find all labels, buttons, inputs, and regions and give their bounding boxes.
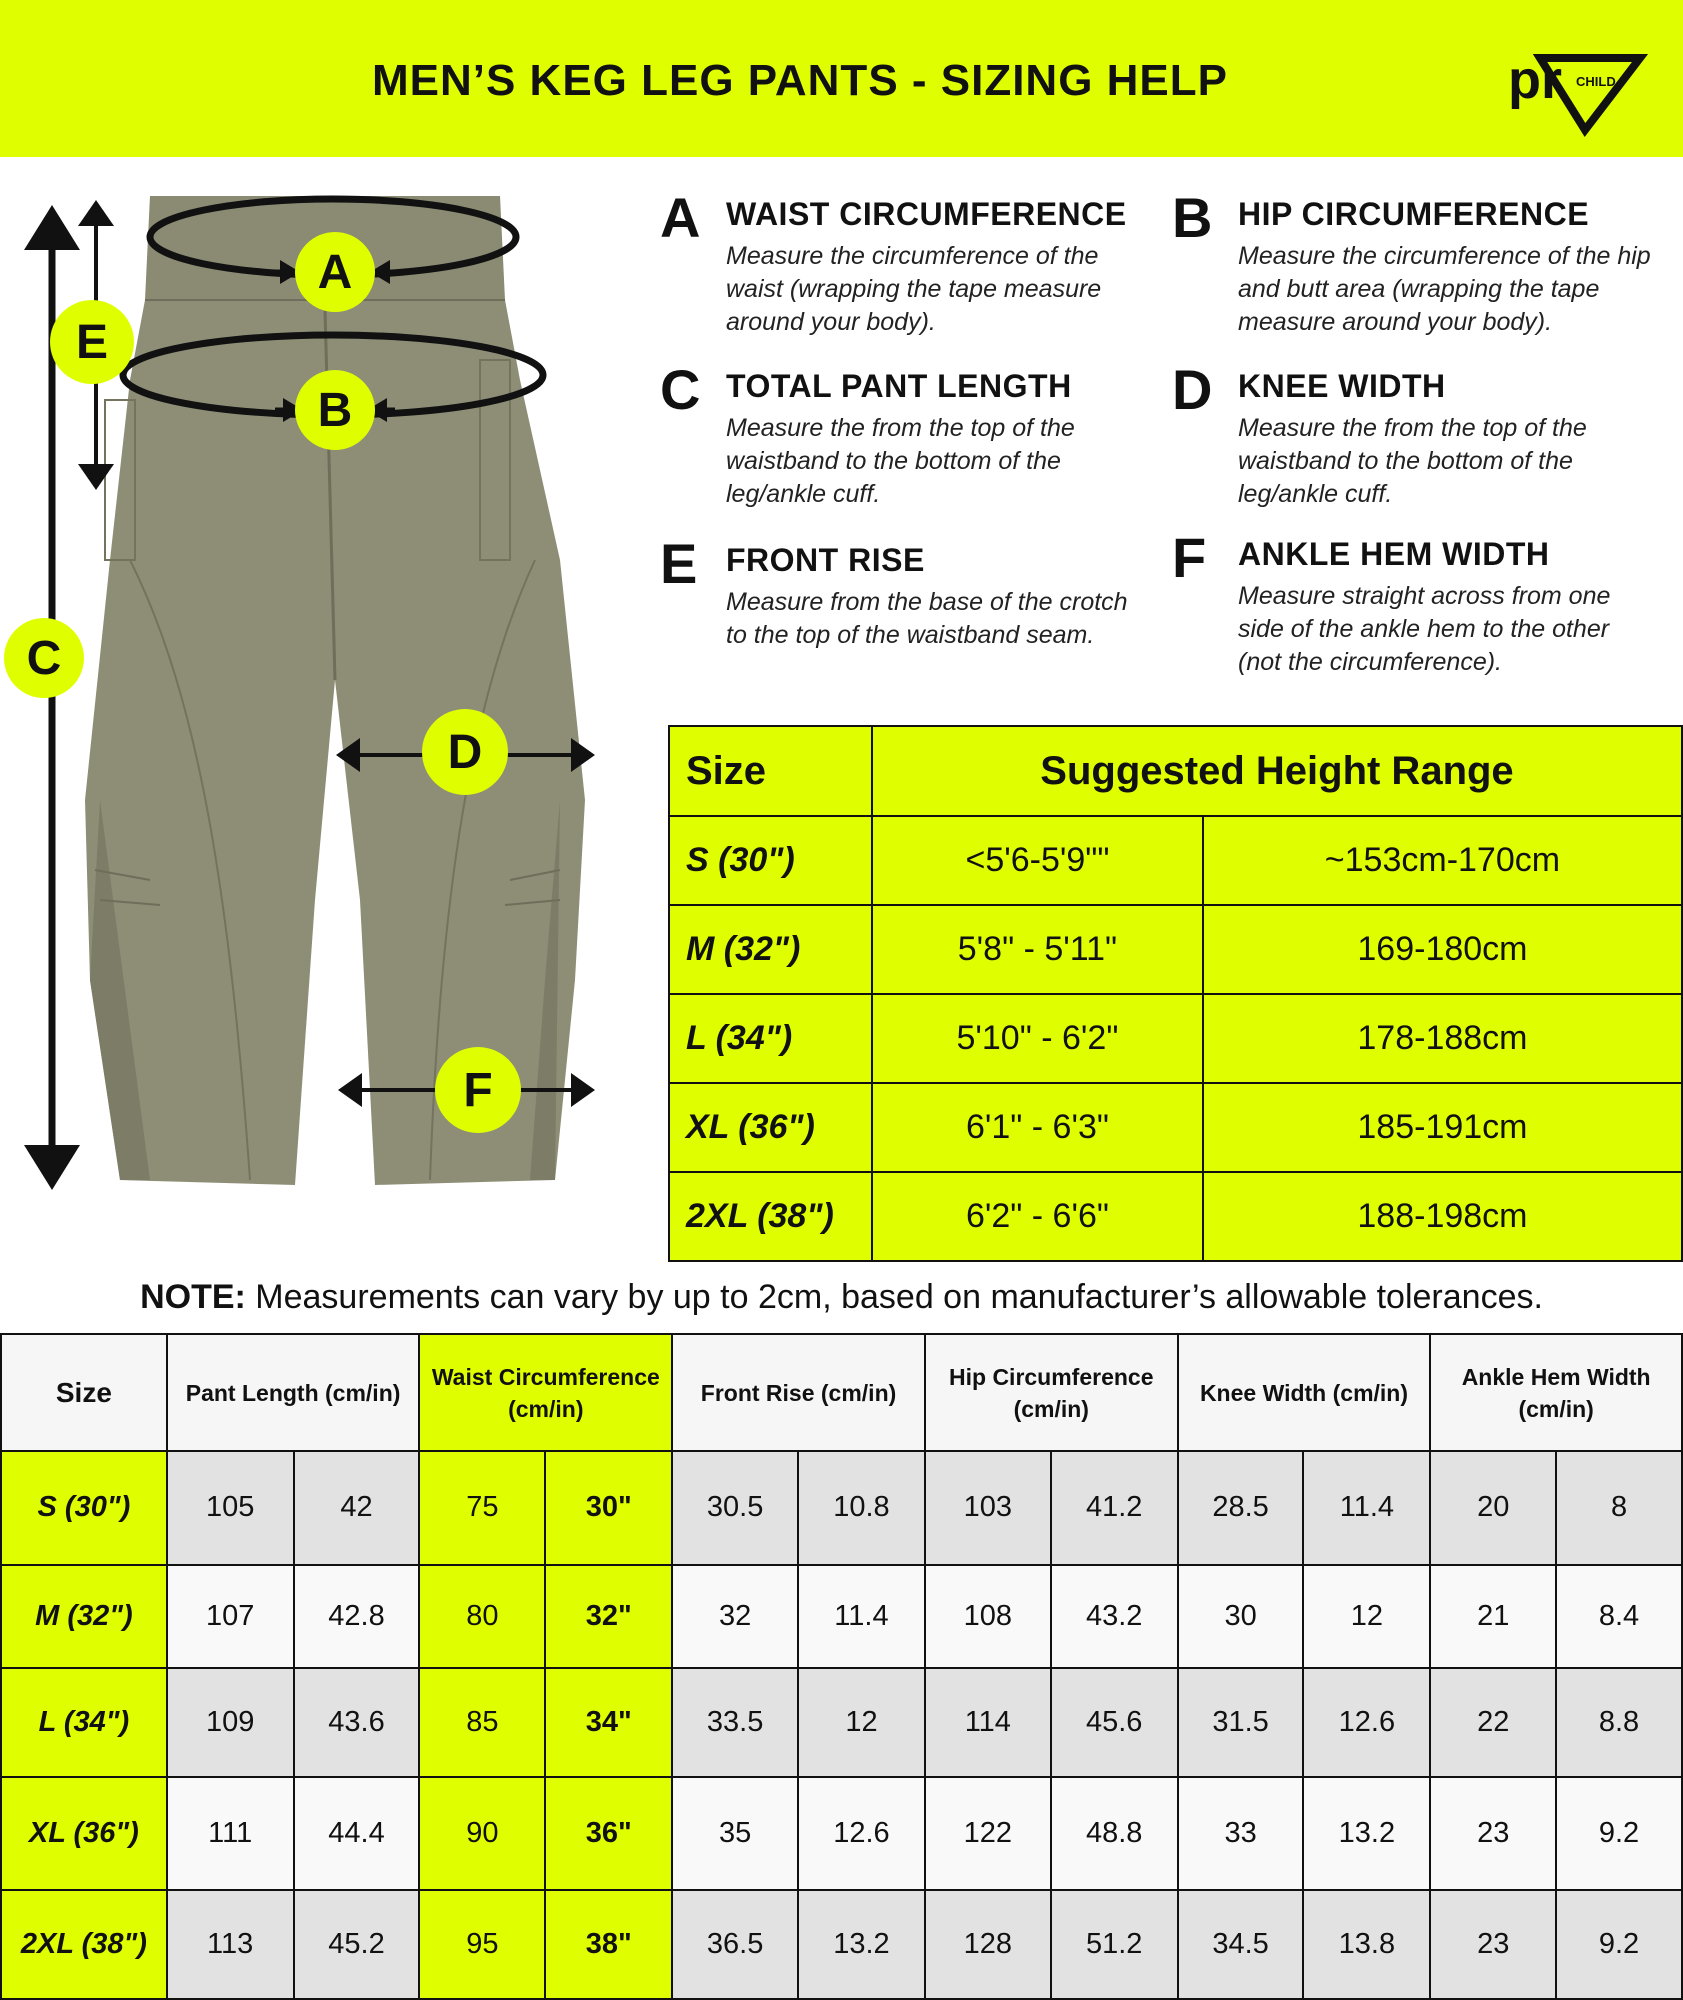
definition-desc: Measure from the base of the crotch to the top of the waistband seam. — [726, 588, 1128, 649]
height-imperial: 6'2" - 6'6" — [872, 1172, 1203, 1261]
size-cell: M (32") — [1, 1565, 167, 1668]
marker-b — [295, 370, 375, 450]
height-metric: 169-180cm — [1203, 905, 1682, 994]
ankle-in: 9.2 — [1556, 1777, 1682, 1891]
size-cell: M (32") — [669, 905, 872, 994]
header-knee: Knee Width (cm/in) — [1178, 1334, 1431, 1451]
header-ankle: Ankle Hem Width (cm/in) — [1430, 1334, 1682, 1451]
hip-in: 51.2 — [1051, 1890, 1178, 1999]
table-row — [1, 1668, 1682, 1777]
header-size: Size — [1, 1334, 167, 1451]
svg-text:C: C — [26, 632, 62, 685]
definition-title: KNEE WIDTH — [1238, 368, 1446, 404]
size-cell: 2XL (38") — [1, 1890, 167, 1999]
size-cell: L (34") — [1, 1668, 167, 1777]
knee-in: 11.4 — [1303, 1451, 1430, 1565]
header-pant-length: Pant Length (cm/in) — [167, 1334, 420, 1451]
size-table-header — [1, 1334, 1682, 1451]
pant-length-cm: 107 — [167, 1565, 294, 1668]
definition-letter: F — [1172, 526, 1207, 589]
front-rise-cm: 30.5 — [672, 1451, 798, 1565]
definition-desc: Measure the from the top of the waistband to the bottom of the leg/ankle cuff. — [726, 414, 1075, 508]
pant-length-cm: 113 — [167, 1890, 294, 1999]
height-imperial: 5'8" - 5'11" — [872, 905, 1203, 994]
knee-cm: 28.5 — [1178, 1451, 1304, 1565]
svg-text:E: E — [75, 316, 109, 369]
ankle-cm: 20 — [1430, 1451, 1556, 1565]
hip-in: 41.2 — [1051, 1451, 1178, 1565]
logo-text: pr — [1508, 50, 1562, 110]
pant-length-in: 45.2 — [294, 1890, 420, 1999]
definition-desc: Measure the from the top of the waistband to the bottom of the leg/ankle cuff. — [1238, 414, 1587, 508]
pant-length-in: 44.4 — [294, 1777, 420, 1891]
definition-title: FRONT RISE — [726, 542, 925, 578]
definition-desc: Measure the circumference of the hip and butt area (wrapping the tape measure around your body). — [1238, 242, 1651, 336]
ankle-cm: 21 — [1430, 1565, 1556, 1668]
height-metric: ~153cm-170cm — [1203, 816, 1682, 905]
definition-desc: Measure the circumference of the waist (wrapping the tape measure around your body). — [726, 242, 1102, 336]
table-row — [1, 1451, 1682, 1565]
height-metric: 178-188cm — [1203, 994, 1682, 1083]
size-cell: S (30") — [1, 1451, 167, 1565]
front-rise-in: 12.6 — [798, 1777, 925, 1891]
marker-e — [50, 300, 134, 384]
height-imperial: <5'6-5'9"" — [872, 816, 1203, 905]
svg-text:F: F — [463, 1064, 493, 1117]
hip-in: 48.8 — [1051, 1777, 1178, 1891]
marker-a — [295, 232, 375, 312]
ankle-cm: 22 — [1430, 1668, 1556, 1777]
waist-in: 34" — [545, 1668, 672, 1777]
knee-cm: 33 — [1178, 1777, 1304, 1891]
knee-cm: 34.5 — [1178, 1890, 1304, 1999]
front-rise-in: 12 — [798, 1668, 925, 1777]
hip-cm: 122 — [925, 1777, 1051, 1891]
pant-length-cm: 109 — [167, 1668, 294, 1777]
ankle-in: 9.2 — [1556, 1890, 1682, 1999]
definition-letter: B — [1172, 186, 1213, 249]
hip-cm: 108 — [925, 1565, 1051, 1668]
waist-in: 32" — [545, 1565, 672, 1668]
size-cell: XL (36") — [1, 1777, 167, 1891]
knee-in: 13.2 — [1303, 1777, 1430, 1891]
brand-logo — [1500, 40, 1650, 140]
knee-in: 12 — [1303, 1565, 1430, 1668]
waist-cm: 90 — [419, 1777, 545, 1891]
pant-length-in: 43.6 — [294, 1668, 420, 1777]
hip-cm: 103 — [925, 1451, 1051, 1565]
table-row — [669, 816, 1682, 905]
table-row — [1, 1777, 1682, 1891]
waist-cm: 80 — [419, 1565, 545, 1668]
header-front-rise: Front Rise (cm/in) — [672, 1334, 925, 1451]
size-cell: XL (36") — [669, 1083, 872, 1172]
front-rise-in: 11.4 — [798, 1565, 925, 1668]
marker-d — [422, 709, 508, 795]
ankle-in: 8.4 — [1556, 1565, 1682, 1668]
definition-letter: A — [660, 186, 701, 249]
waist-in: 30" — [545, 1451, 672, 1565]
height-imperial: 5'10" - 6'2" — [872, 994, 1203, 1083]
size-cell: L (34") — [669, 994, 872, 1083]
front-rise-cm: 36.5 — [672, 1890, 798, 1999]
ankle-in: 8.8 — [1556, 1668, 1682, 1777]
marker-f — [435, 1047, 521, 1133]
hip-in: 43.2 — [1051, 1565, 1178, 1668]
size-cell: S (30") — [669, 816, 872, 905]
definition-letter: C — [660, 358, 701, 421]
hip-cm: 114 — [925, 1668, 1051, 1777]
pant-length-cm: 111 — [167, 1777, 294, 1891]
height-range-table — [668, 725, 1683, 1262]
table-row — [669, 1083, 1682, 1172]
definition-title: ANKLE HEM WIDTH — [1238, 536, 1550, 572]
ankle-cm: 23 — [1430, 1777, 1556, 1891]
knee-cm: 31.5 — [1178, 1668, 1304, 1777]
definition-desc: Measure straight across from one side of the ankle hem to the other (not the circumference). — [1238, 582, 1611, 676]
front-rise-cm: 35 — [672, 1777, 798, 1891]
hip-cm: 128 — [925, 1890, 1051, 1999]
height-range-header: Suggested Height Range — [872, 726, 1682, 816]
header-hip: Hip Circumference (cm/in) — [925, 1334, 1178, 1451]
knee-in: 13.8 — [1303, 1890, 1430, 1999]
note-text: Measurements can vary by up to 2cm, based on manufacturer’s allowable tolerances. — [245, 1278, 1543, 1316]
front-rise-in: 13.2 — [798, 1890, 925, 1999]
knee-cm: 30 — [1178, 1565, 1304, 1668]
pant-length-cm: 105 — [167, 1451, 294, 1565]
pant-length-in: 42 — [294, 1451, 420, 1565]
marker-c — [4, 618, 84, 698]
tolerance-note — [0, 1278, 1683, 1317]
hip-in: 45.6 — [1051, 1668, 1178, 1777]
definition-title: HIP CIRCUMFERENCE — [1238, 196, 1590, 232]
definition-letter: D — [1172, 358, 1213, 421]
waist-cm: 95 — [419, 1890, 545, 1999]
height-table-header — [669, 726, 1682, 816]
front-rise-cm: 33.5 — [672, 1668, 798, 1777]
definition-letter: E — [660, 532, 698, 595]
table-row — [669, 994, 1682, 1083]
svg-text:A: A — [317, 246, 353, 299]
size-cell: 2XL (38") — [669, 1172, 872, 1261]
waist-cm: 85 — [419, 1668, 545, 1777]
height-size-header: Size — [669, 726, 872, 816]
table-row — [1, 1565, 1682, 1668]
definition-title: TOTAL PANT LENGTH — [726, 368, 1072, 404]
height-metric: 188-198cm — [1203, 1172, 1682, 1261]
page-title: MEN’S KEG LEG PANTS - SIZING HELP — [371, 56, 1229, 105]
svg-text:B: B — [317, 384, 353, 437]
header-waist: Waist Circumference (cm/in) — [419, 1334, 672, 1451]
height-metric: 185-191cm — [1203, 1083, 1682, 1172]
table-row — [669, 905, 1682, 994]
waist-cm: 75 — [419, 1451, 545, 1565]
waist-in: 36" — [545, 1777, 672, 1891]
header-banner — [0, 0, 1683, 157]
ankle-cm: 23 — [1430, 1890, 1556, 1999]
knee-in: 12.6 — [1303, 1668, 1430, 1777]
note-label: NOTE: — [140, 1278, 246, 1316]
size-measurement-table — [0, 1333, 1683, 2000]
waist-in: 38" — [545, 1890, 672, 1999]
front-rise-in: 10.8 — [798, 1451, 925, 1565]
pants-illustration — [85, 196, 585, 1185]
logo-subtext: CHILD — [1576, 74, 1616, 89]
pants-measurement-figure — [0, 180, 620, 1210]
ankle-in: 8 — [1556, 1451, 1682, 1565]
svg-text:D: D — [447, 726, 483, 779]
front-rise-cm: 32 — [672, 1565, 798, 1668]
height-imperial: 6'1" - 6'3" — [872, 1083, 1203, 1172]
definition-title: WAIST CIRCUMFERENCE — [726, 196, 1127, 232]
table-row — [669, 1172, 1682, 1261]
measurement-definitions — [660, 186, 1660, 710]
table-row — [1, 1890, 1682, 1999]
pant-length-in: 42.8 — [294, 1565, 420, 1668]
